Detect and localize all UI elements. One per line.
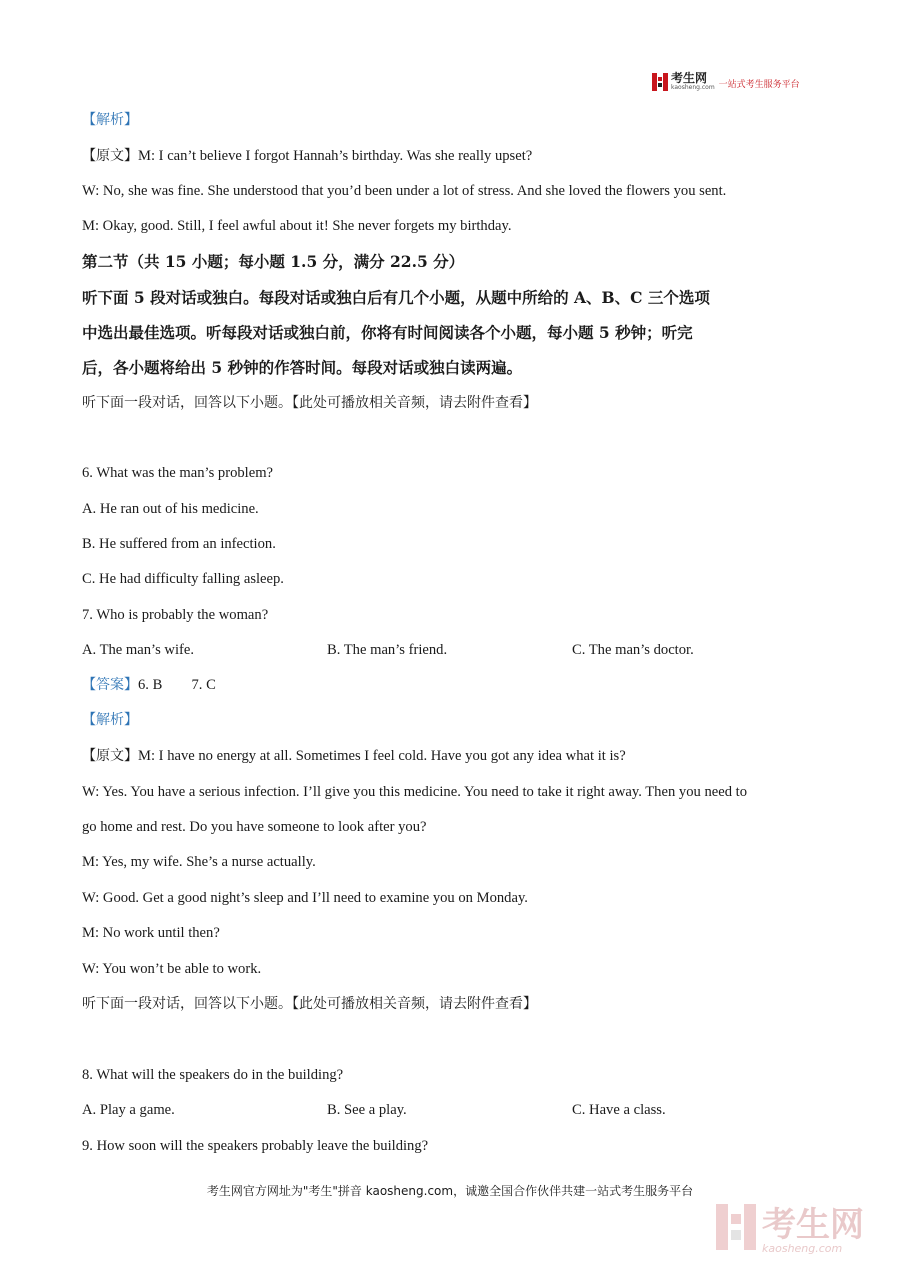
original-text: M: I have no energy at all. Sometimes I feel cold. Have you got any idea what it is? [138,748,626,764]
watermark [716,1204,864,1255]
option-8c: C. Have a class. [572,1102,666,1118]
transcript-line: W: You won’t be able to work. [82,961,262,977]
analysis-heading: 【解析】 [82,112,138,128]
page-footer [0,1182,900,1199]
header-logo [652,72,800,91]
transcript-line: W: No, she was fine. She understood that you’d been under a lot of stress. And she loved the flowers you sent. [82,183,727,199]
original-label: 【原文】 [82,748,138,764]
question-6: 6. What was the man’s problem? [82,465,274,481]
transcript-line: M: Yes, my wife. She’s a nurse actually. [82,854,316,870]
question-7: 7. Who is probably the woman? [82,607,269,623]
instruction-line: 后，各小题将给出 5 秒钟的作答时间。每段对话或独白读两遍。 [82,358,523,377]
answer-line [82,675,216,695]
analysis-heading: 【解析】 [82,712,138,728]
footer-text: 考生网官方网址为"考生"拼音 kaosheng.com，诚邀全国合作伙伴共建一站式考生服务平台 [206,1184,694,1198]
section-title: 第二节（共 15 小题；每小题 1.5 分，满分 22.5 分） [82,252,465,271]
logo-url: kaosheng.com [671,84,715,91]
logo-slogan: 一站式考生服务平台 [718,80,800,90]
option-8a: A. Play a game. [82,1102,175,1118]
answer-label: 【答案】 [82,677,138,693]
transcript-line: W: Good. Get a good night’s sleep and I’ll need to examine you on Monday. [82,890,528,906]
original-label: 【原文】 [82,148,138,164]
option-7a: A. The man’s wife. [82,642,194,658]
option-8b: B. See a play. [327,1102,407,1118]
question-8: 8. What will the speakers do in the building? [82,1067,344,1083]
transcript-line: M: No work until then? [82,925,220,941]
kaosheng-logo-icon [652,73,668,91]
original-text-line [82,146,532,166]
transcript-line: W: Yes. You have a serious infection. I’ll give you this medicine. You need to take it right away. Then you need to [82,784,747,800]
listen-instruction: 听下面一段对话，回答以下小题。【此处可播放相关音频，请去附件查看】 [82,395,537,411]
option-6b: B. He suffered from an infection. [82,536,276,552]
instruction-line: 听下面 5 段对话或独白。每段对话或独白后有几个小题，从题中所给的 A、B、C 三个选项 [82,288,710,307]
watermark-logo-icon [716,1204,756,1255]
original-text-line [82,746,626,766]
transcript-line: go home and rest. Do you have someone to look after you? [82,819,427,835]
watermark-name: 考生网 [762,1205,864,1245]
logo-name: 考生网 [671,71,708,85]
option-6a: A. He ran out of his medicine. [82,501,259,517]
original-text: M: I can’t believe I forgot Hannah’s birthday. Was she really upset? [138,148,533,164]
option-6c: C. He had difficulty falling asleep. [82,571,284,587]
transcript-line: M: Okay, good. Still, I feel awful about it! She never forgets my birthday. [82,218,512,234]
question-9: 9. How soon will the speakers probably leave the building? [82,1138,429,1154]
option-7b: B. The man’s friend. [327,642,448,658]
instruction-line: 中选出最佳选项。听每段对话或独白前，你将有时间阅读各个小题，每小题 5 秒钟；听完 [82,323,693,342]
watermark-url: kaosheng.com [762,1242,843,1255]
option-7c: C. The man’s doctor. [572,642,694,658]
listen-instruction: 听下面一段对话，回答以下小题。【此处可播放相关音频，请去附件查看】 [82,996,537,1012]
answer-text: 6. B 7. C [138,677,216,693]
